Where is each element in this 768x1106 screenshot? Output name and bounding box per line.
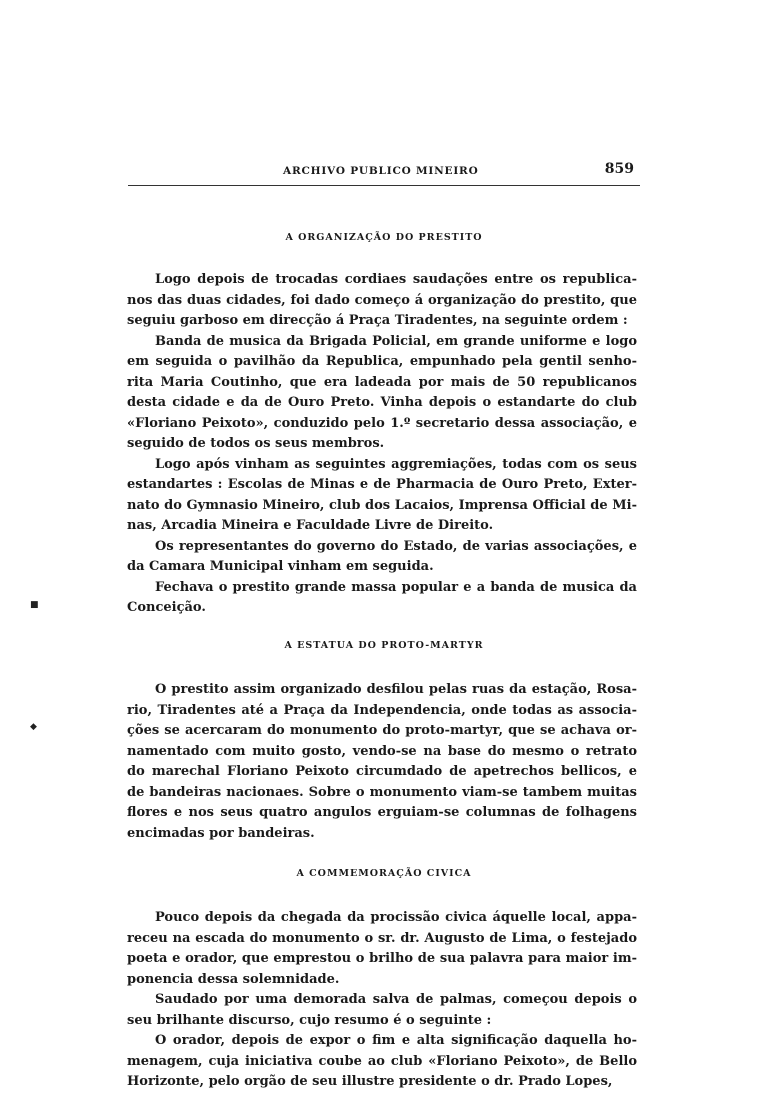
section-heading-commemoracao: A COMMEMORAÇÃO CIVICA	[296, 868, 472, 879]
running-title: ARCHIVO PUBLICO MINEIRO	[283, 165, 479, 177]
paragraph: Logo depois de trocadas cordiaes saudações entre os republicanos das duas cidades, foi dado começo á organização do prestito, que seguiu garboso em direcção á Praça Tiradentes, na seguinte ordem :	[127, 272, 637, 328]
section-body-commemoracao	[127, 908, 637, 1093]
paragraph: Logo após vinham as seguintes aggremiações, todas com os seus estandartes : Escolas de Minas e de Pharmacia de Ouro Preto, Externato do Gymnasio Mineiro, club dos Lacaios, Imprensa Official de Minas, Arcadia Mineira e Faculdade Livre de Direito.	[127, 456, 637, 533]
section-heading-estatua: A ESTATUA DO PROTO-MARTYR	[284, 640, 484, 651]
running-header	[128, 163, 640, 186]
paragraph: O orador, depois de expor o fim e alta significação daquella homenagem, cuja iniciativa coube ao club «Floriano Peixoto», de Bello Horizonte, pelo orgão de seu illustre presidente o dr. Prado Lopes,	[127, 1033, 637, 1089]
section-body-organizacao	[127, 270, 637, 619]
paragraph: Fechava o prestito grande massa popular e a banda de musica da Conceição.	[127, 579, 637, 615]
page-number: 859	[604, 161, 634, 177]
section-heading-organizacao: A ORGANIZAÇÃO DO PRESTITO	[285, 232, 483, 243]
paragraph: Banda de musica da Brigada Policial, em grande uniforme e logo em seguida o pavilhão da Republica, empunhado pela gentil senhorita Maria Coutinho, que era ladeada por mais de 50 republicanos desta cidade e da de Ouro Preto. Vinha depois o estandarte do club «Floriano Peixoto», conduzido pelo 1.º secretario dessa associação, e seguido de todos os seus membros.	[127, 333, 637, 451]
paragraph: Pouco depois da chegada da procissão civica áquelle local, appareceu na escada do monumento o sr. dr. Augusto de Lima, o festejado poeta e orador, que emprestou o brilho de sua palavra para maior imponencia dessa solemnidade.	[127, 910, 637, 987]
paragraph: O prestito assim organizado desfilou pelas ruas da estação, Rosario, Tiradentes até a Praça da Independencia, onde todas as associações se acercaram do monumento do proto-martyr, que se achava ornamentado com muito gosto, vendo-se na base do mesmo o retrato do marechal Floriano Peixoto circumdado de apetrechos bellicos, e de bandeiras nacionaes. Sobre o monumento viam-se tambem muitas flores e nos seus quatro angulos erguiam-se columnas de folhagens encimadas por bandeiras.	[127, 682, 637, 841]
scan-speck: ◆	[30, 722, 37, 732]
paragraph: Os representantes do governo do Estado, de varias associações, e da Camara Municipal vinham em seguida.	[127, 538, 637, 574]
scan-speck: ■	[30, 600, 39, 610]
paragraph: Saudado por uma demorada salva de palmas, começou depois o seu brilhante discurso, cujo resumo é o seguinte :	[127, 992, 637, 1028]
section-body-estatua	[127, 680, 637, 844]
